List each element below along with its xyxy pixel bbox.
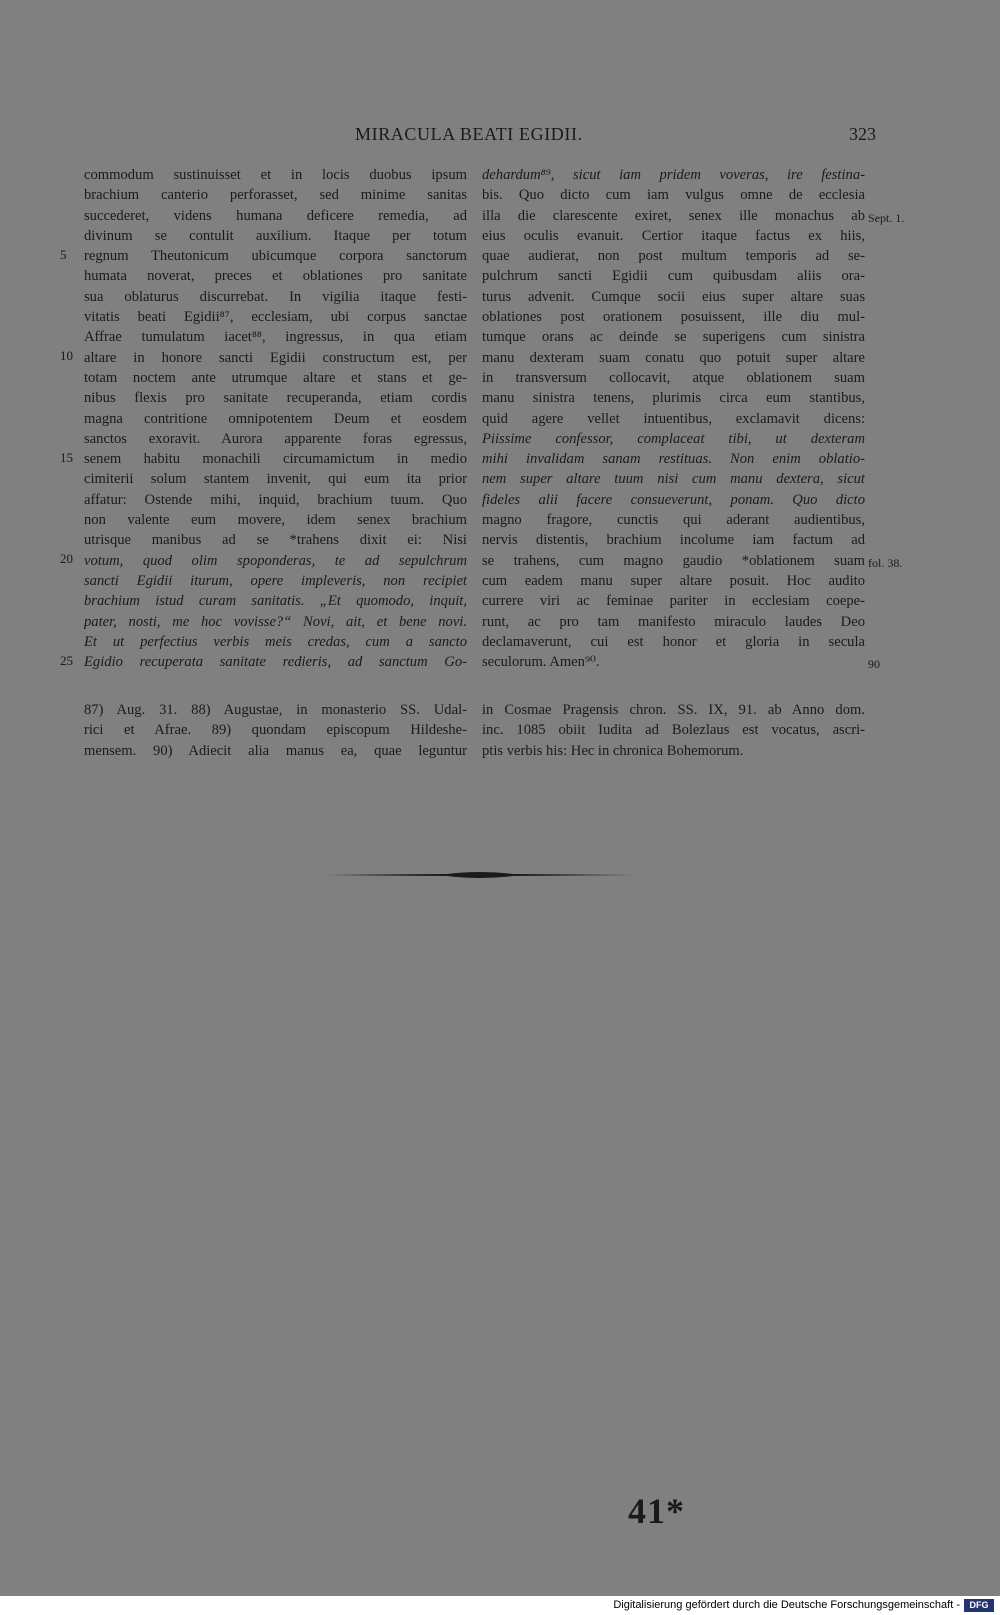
text-line: tumque orans ac deinde se superigens cum sinistra: [482, 329, 865, 346]
text-line: cum eadem manu super altare posuit. Hoc audito: [482, 572, 865, 589]
footnote-line: ptis verbis his: Hec in chronica Bohemorum.: [482, 742, 744, 759]
footer-credit: Digitalisierung gefördert durch die Deutsche Forschungsgemeinschaft -: [613, 1599, 960, 1611]
footnotes-right: [482, 700, 865, 761]
text-line: regnum Theutonicum ubicumque corpora sanctorum: [84, 248, 467, 265]
text-line: sua oblaturus discurrebat. In vigilia itaque festi-: [84, 288, 467, 305]
line-number-25: 25: [60, 653, 73, 668]
text-line: runt, ac pro tam manifesto miraculo laudes Deo: [482, 613, 865, 630]
ornamental-rule: [327, 868, 633, 882]
text-line: cimiterii solum stantem invenit, qui eum ita prior: [84, 471, 467, 488]
text-line: brachium canterio perforasset, sed minime sanitas: [84, 187, 467, 204]
text-line: nervis distentis, brachium incolume iam factum ad: [482, 532, 865, 549]
text-line: nem super altare tuum nisi cum manu dextera, sicut: [482, 471, 865, 488]
footnote-line: 87) Aug. 31. 88) Augustae, in monasterio SS. Udal-: [84, 702, 467, 718]
text-line: declamaverunt, cui est honor et gloria in secula: [482, 633, 865, 650]
left-text-column: [84, 165, 467, 672]
text-line: mihi invalidam sanam restituas. Non enim oblatio-: [482, 451, 865, 468]
margin-note-date: Sept. 1.: [868, 211, 905, 225]
text-line: turus advenit. Cumque socii eius super altare suas: [482, 288, 865, 305]
text-line: Et ut perfectius verbis meis credas, cum a sancto: [84, 633, 467, 650]
footnote-line: rici et Afrae. 89) quondam episcopum Hildeshe-: [84, 722, 467, 739]
margin-note-folio: fol. 38.: [868, 556, 903, 570]
text-line: magno fragore, cunctis qui aderant audientibus,: [482, 512, 865, 529]
text-line: altare in honore sancti Egidii constructum est, per: [84, 349, 467, 366]
page-number: 323: [849, 124, 876, 144]
line-number-20: 20: [60, 551, 73, 566]
text-line: quid agere vellet intuentibus, exclamavit dicens:: [482, 410, 865, 427]
right-text-column: [482, 165, 865, 672]
footnote-line: mensem. 90) Adiecit alia manus ea, quae leguntur: [84, 742, 467, 759]
text-line: pater, nosti, me hoc vovisse?“ Novi, ait, et bene novi.: [84, 613, 467, 630]
text-line: quae audierat, non post multum temporis ad se-: [482, 248, 865, 265]
text-line: fideles alii facere consueverunt, ponam. Quo dicto: [482, 491, 865, 508]
text-line: humata noverat, preces et oblationes pro sanitate: [84, 268, 467, 285]
text-line: in transversum collocavit, atque oblationem suam: [482, 369, 865, 386]
text-line: se trahens, cum magno gaudio *oblationem suam: [482, 552, 865, 569]
text-line: Egidio recuperata sanitate redieris, ad sanctum Go-: [84, 654, 467, 671]
text-line: non valente eum movere, idem senex brachium: [84, 512, 467, 529]
text-line: brachium istud curam sanitatis. „Et quomodo, inquit,: [84, 593, 467, 610]
text-line: vitatis beati Egidii⁸⁷, ecclesiam, ubi corpus sanctae: [84, 309, 467, 326]
text-line: divinum se contulit auxilium. Itaque per totum: [84, 227, 467, 244]
signature-mark: 41*: [628, 1491, 685, 1531]
dfg-logo: DFG: [964, 1599, 994, 1612]
running-title: MIRACULA BEATI EGIDII.: [355, 124, 583, 144]
text-line: oblationes post orationem posuissent, ille diu mul-: [482, 309, 865, 326]
text-line: eius oculis evanuit. Certior itaque factus ex hiis,: [482, 227, 865, 244]
text-line: manu dexteram suam conatu quo potuit super altare: [482, 349, 865, 366]
footnotes-left: [84, 700, 467, 761]
text-line: sancti Egidii iturum, opere impleveris, non recipiet: [84, 572, 467, 589]
text-line: votum, quod olim spoponderas, te ad sepulchrum: [84, 552, 467, 569]
text-line: affatur: Ostende mihi, inquid, brachium tuum. Quo: [84, 491, 467, 508]
text-line: illa die clarescente exiret, senex ille monachus ab: [482, 207, 865, 224]
footnote-line: in Cosmae Pragensis chron. SS. IX, 91. ab Anno dom.: [482, 702, 865, 718]
text-line: utrisque manibus ad se *trahens dixit ei: Nisi: [84, 532, 467, 549]
text-line: manu sinistra tenens, plurimis circa eum stantibus,: [482, 390, 865, 407]
line-number-5: 5: [60, 247, 67, 262]
margin-note-footnote-ref: 90: [868, 657, 880, 671]
text-line: currere viri ac feminae pariter in ecclesiam coepe-: [482, 593, 865, 610]
text-line: magna contritione omnipotentem Deum et eosdem: [84, 410, 467, 427]
text-line: nibus flexis pro sanitate recuperanda, etiam cordis: [84, 390, 467, 407]
text-line: pulchrum sancti Egidii cum quibusdam aliis ora-: [482, 268, 865, 285]
text-line: succederet, videns humana deficere remedia, ad: [84, 207, 467, 224]
text-line: Piissime confessor, complaceat tibi, ut dexteram: [482, 430, 865, 447]
text-line: senem habitu monachili circumamictum in medio: [84, 451, 467, 468]
text-line: Affrae tumulatum iacet⁸⁸, ingressus, in qua etiam: [84, 329, 467, 346]
line-number-15: 15: [60, 450, 73, 465]
text-line: dehardum⁸⁹, sicut iam pridem voveras, ire festina-: [482, 167, 865, 183]
text-line: sanctos exoravit. Aurora apparente foras egressus,: [84, 430, 467, 447]
text-line: totam noctem ante utrumque altare et stans et ge-: [84, 369, 467, 386]
text-line: bis. Quo dicto cum iam vulgus omne de ecclesia: [482, 187, 865, 204]
text-line: commodum sustinuisset et in locis duobus ipsum: [84, 167, 467, 183]
text-line: seculorum. Amen⁹⁰.: [482, 654, 600, 671]
line-number-10: 10: [60, 348, 73, 363]
footnote-line: inc. 1085 obiit Iudita ad Bolezlaus est vocatus, ascri-: [482, 722, 865, 739]
